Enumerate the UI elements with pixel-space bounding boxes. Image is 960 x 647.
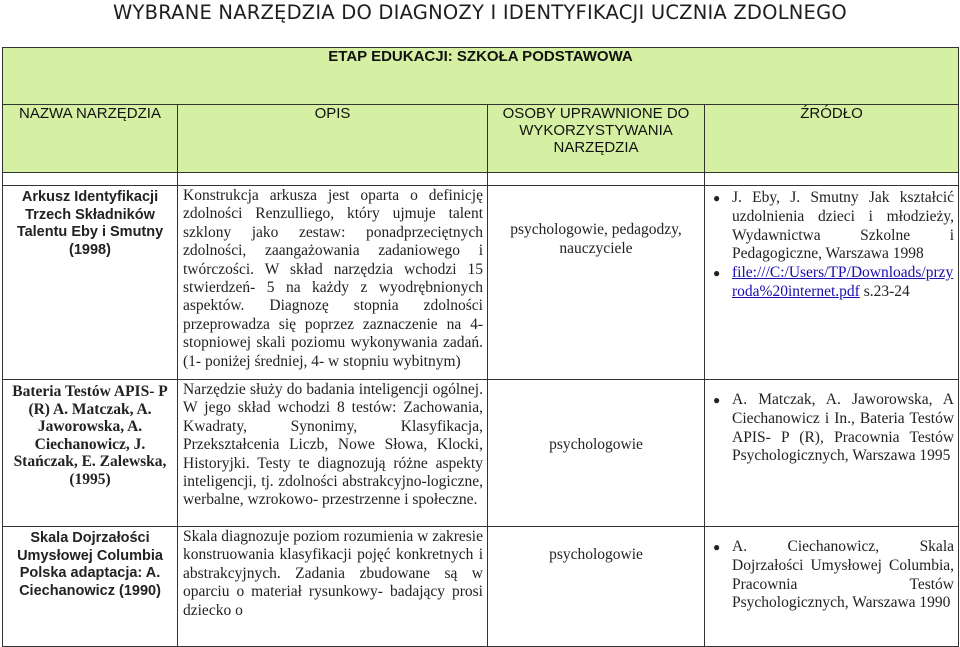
tool-users bbox=[488, 186, 705, 380]
header-name: NAZWA NARZĘDZIA bbox=[3, 105, 178, 173]
tool-source bbox=[705, 380, 959, 527]
source-list bbox=[709, 189, 954, 302]
list-item bbox=[709, 530, 954, 613]
source-link[interactable]: file:///C:/Users/TP/Downloads/przyroda%20internet.pdf bbox=[732, 264, 954, 300]
spacer-row bbox=[3, 173, 959, 186]
list-item bbox=[709, 264, 954, 302]
tool-description: Skala diagnozuje poziom rozumienia w zakresie konstruowania klasyfikacji pojęć konkretnych i abstrakcyjnych. Zadania zbudowane są w oparciu o materiał rysunkowy- badający prosi dziecko o bbox=[178, 527, 488, 647]
tool-source bbox=[705, 527, 959, 647]
stage-row bbox=[3, 48, 959, 105]
stage-heading: ETAP EDUKACJI: SZKOŁA PODSTAWOWA bbox=[3, 48, 959, 105]
tool-users-text: psychologowie, pedagodzy, nauczyciele bbox=[510, 221, 682, 257]
tool-description: Konstrukcja arkusza jest oparta o definicję zdolności Renzulliego, który ujmuje talent szklony jako zestaw: ponadprzeciętnych zdolności, zaangażowania zadaniowego i twórczości. W skład narzędzia wchodzi 15 stwierdzeń- 5 na każdy z wyodrębnionych aspektów. Diagnozę stopnia zdolności przeprowadza się poprzez zaznaczenie na 4-stopniowej skali poziomu wykonywania zadań. (1- poniżej średniej, 4- w stopniu wybitnym) bbox=[178, 186, 488, 380]
tool-name: Arkusz Identyfikacji Trzech Składników Talentu Eby i Smutny (1998) bbox=[3, 186, 178, 380]
header-row bbox=[3, 105, 959, 173]
source-pages: s.23-24 bbox=[859, 282, 910, 300]
tool-description: Narzędzie służy do badania inteligencji ogólnej. W jego skład wchodzi 8 testów: Zachowania, Kwadraty, Synonimy, Klasyfikacja, Przekształcenia Liczb, Nowe Słowa, Klocki, Historyjki. Testy te diagnozują różne aspekty inteligencji, tj. zdolności abstrakcyjno-logiczne, werbalne, wzrokowo- przestrzenne i społeczne. bbox=[178, 380, 488, 527]
tool-users-text: psychologowie bbox=[549, 436, 643, 453]
bullet-icon: ● bbox=[713, 540, 721, 554]
tool-name: Skala Dojrzałości Umysłowej Columbia Polska adaptacja: A. Ciechanowicz (1990) bbox=[3, 527, 178, 647]
bullet-icon: ● bbox=[713, 191, 721, 205]
header-who: OSOBY UPRAWNIONE DO WYKORZYSTYWANIA NARZĘDZIA bbox=[488, 105, 705, 173]
table-row bbox=[3, 380, 959, 527]
source-text: A. Matczak, A. Jaworowska, A Ciechanowicz i In., Bateria Testów APIS- P (R), Pracownia Testów Psychologicznych, Warszawa 1995 bbox=[732, 391, 955, 465]
table-row bbox=[3, 527, 959, 647]
tool-source bbox=[705, 186, 959, 380]
source-list bbox=[709, 530, 954, 613]
table-row bbox=[3, 186, 959, 380]
list-item bbox=[709, 189, 954, 264]
bullet-icon: ● bbox=[713, 266, 721, 281]
tool-name: Bateria Testów APIS- P (R) A. Matczak, A. Jaworowska, A. Ciechanowicz, J. Stańczak, E. Zalewska, (1995) bbox=[3, 380, 178, 527]
bullet-icon: ● bbox=[713, 393, 721, 407]
tool-users bbox=[488, 380, 705, 527]
tools-table bbox=[2, 47, 959, 647]
title-gap bbox=[0, 28, 960, 47]
page-title: WYBRANE NARZĘDZIA DO DIAGNOZY I IDENTYFIKACJI UCZNIA ZDOLNEGO bbox=[113, 1, 847, 24]
tool-users-text: psychologowie bbox=[549, 546, 643, 563]
tool-users bbox=[488, 527, 705, 647]
source-list bbox=[709, 383, 954, 466]
list-item bbox=[709, 383, 954, 466]
header-desc: OPIS bbox=[178, 105, 488, 173]
header-source: ŹRÓDŁO bbox=[705, 105, 959, 173]
source-text: J. Eby, J. Smutny Jak kształcić uzdolnienia dzieci i młodzieży, Wydawnictwa Szkolne i Pedagogiczne, Warszawa 1998 bbox=[732, 189, 955, 263]
source-text: A. Ciechanowicz, Skala Dojrzałości Umysłowej Columbia, Pracownia Testów Psychologicznych, Warszawa 1990 bbox=[732, 538, 955, 612]
